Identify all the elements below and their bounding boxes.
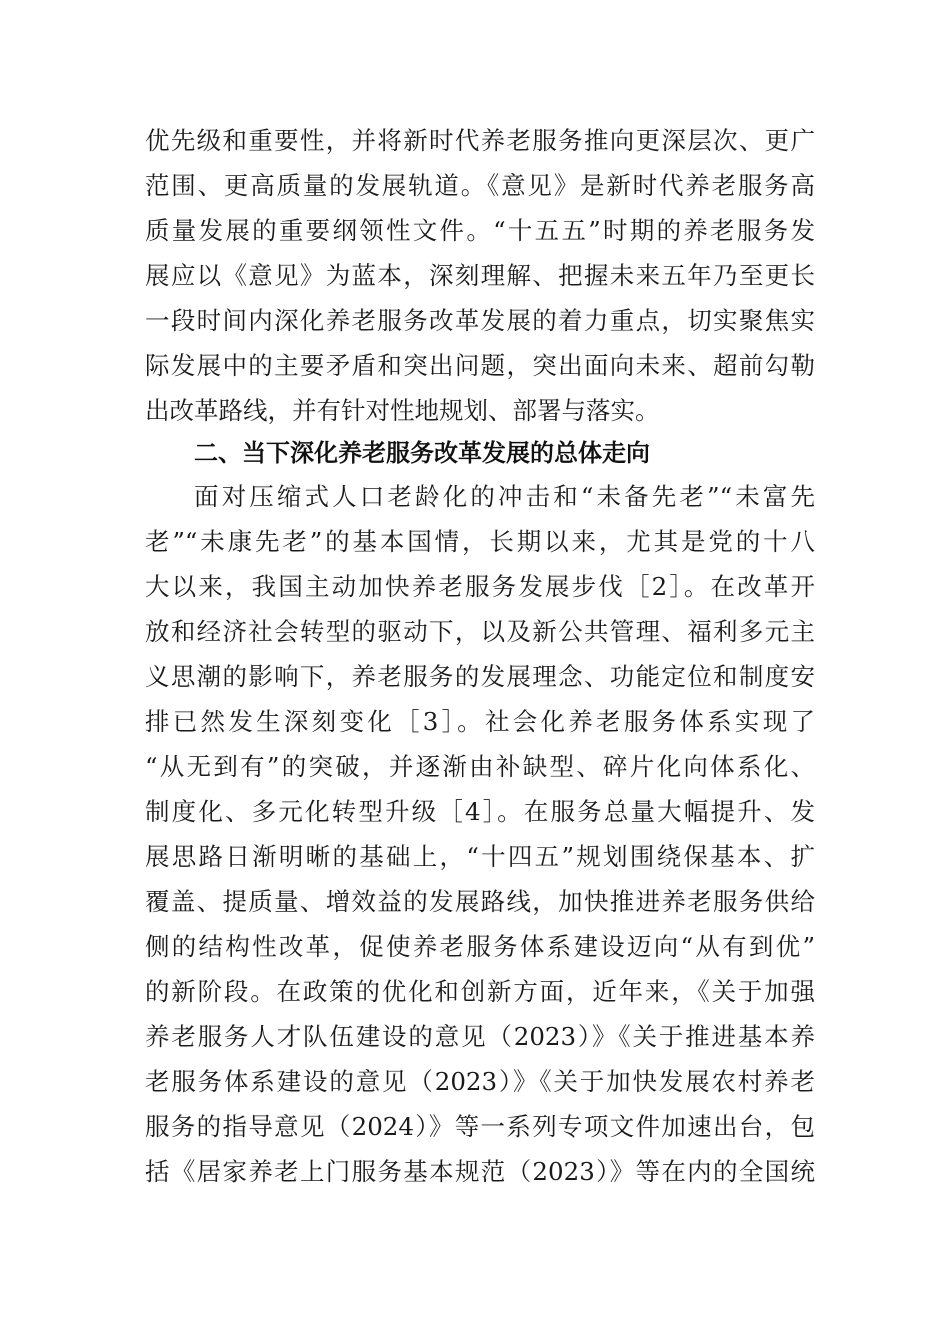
paragraph-1-line-5: 一段时间内深化养老服务改革发展的着力重点，切实聚焦实 [145,306,815,335]
paragraph-1-line-7: 出改革路线，并有针对性地规划、部署与落实。 [145,396,660,425]
paragraph-2-line-16: 括《居家养老上门服务基本规范（2023）》等在内的全国统 [145,1157,815,1186]
paragraph-2-line-13: 养老服务人才队伍建设的意见（2023）》《关于推进基本养 [145,1022,815,1051]
paragraph-1-line-6: 际发展中的主要矛盾和突出问题，突出面向未来、超前勾勒 [145,351,815,380]
paragraph-2-line-2: 老”“未康先老”的基本国情，长期以来，尤其是党的十八 [145,527,815,556]
paragraph-2-line-8: 制度化、多元化转型升级［4］。在服务总量大幅提升、发 [145,797,815,826]
paragraph-1-line-2: 范围、更高质量的发展轨道。《意见》是新时代养老服务高 [145,171,815,200]
paragraph-1-line-4: 展应以《意见》为蓝本，深刻理解、把握未来五年乃至更长 [145,261,815,290]
paragraph-2-line-5: 义思潮的影响下，养老服务的发展理念、功能定位和制度安 [145,662,815,691]
paragraph-2-line-14: 老服务体系建设的意见（2023）》《关于加快发展农村养老 [145,1067,815,1096]
paragraph-2-line-10: 覆盖、提质量、增效益的发展路线，加快推进养老服务供给 [145,887,815,916]
paragraph-2-line-12: 的新阶段。在政策的优化和创新方面，近年来，《关于加强 [145,977,815,1006]
paragraph-2-line-11: 侧的结构性改革，促使养老服务体系建设迈向“从有到优” [145,932,815,961]
paragraph-2-line-6: 排已然发生深刻变化［3］。社会化养老服务体系实现了 [145,707,815,736]
paragraph-2-line-3: 大以来，我国主动加快养老服务发展步伐［2］。在改革开 [145,572,815,601]
paragraph-1-line-3: 质量发展的重要纲领性文件。“十五五”时期的养老服务发 [145,216,815,245]
section-heading: 二、当下深化养老服务改革发展的总体走向 [194,439,650,467]
paragraph-2-line-7: “从无到有”的突破，并逐渐由补缺型、碎片化向体系化、 [145,752,815,781]
paragraph-2-line-4: 放和经济社会转型的驱动下，以及新公共管理、福利多元主 [145,617,815,646]
paragraph-1-line-1: 优先级和重要性，并将新时代养老服务推向更深层次、更广 [145,126,815,155]
paragraph-2-line-1: 面对压缩式人口老龄化的冲击和“未备先老”“未富先 [194,482,815,511]
paragraph-2-line-9: 展思路日渐明晰的基础上，“十四五”规划围绕保基本、扩 [145,842,815,871]
paragraph-2-line-15: 服务的指导意见（2024）》等一系列专项文件加速出台，包 [145,1112,815,1141]
